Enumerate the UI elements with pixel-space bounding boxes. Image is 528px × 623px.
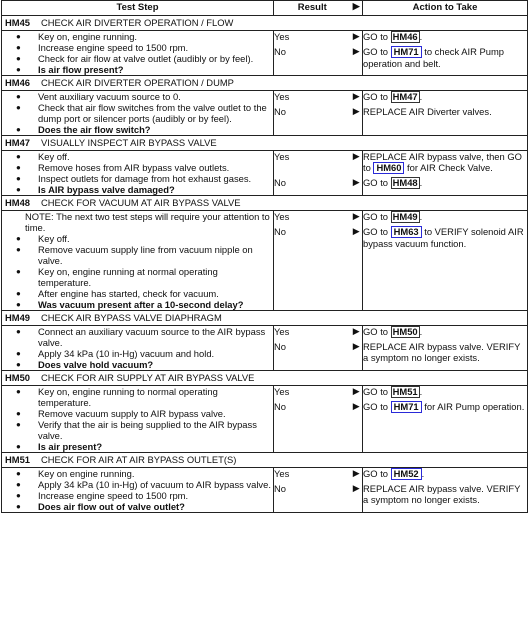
step-id: HM49: [5, 312, 31, 323]
result-yes: Yes: [274, 468, 290, 479]
step-bullet: ● Remove vacuum supply to AIR bypass valve.: [38, 408, 273, 419]
step-question: ● Is AIR bypass valve damaged?: [38, 184, 273, 195]
step-bullet: ● Verify that the air is being supplied to the AIR bypass valve.: [38, 419, 273, 441]
result-no: No: [274, 226, 286, 237]
step-reference-link[interactable]: HM49: [392, 211, 418, 222]
arrow-cell: [351, 386, 363, 453]
arrow-cell: [351, 91, 363, 136]
step-reference-link[interactable]: HM46: [392, 31, 418, 42]
right-triangle-icon: ▶: [352, 483, 360, 493]
action-no: [363, 401, 527, 427]
action-text: .: [419, 177, 423, 188]
result-cell: [274, 91, 351, 136]
step-note: NOTE: The next two test steps will require your attention to time.: [25, 211, 270, 233]
step-bullet: ● Key off.: [38, 233, 273, 244]
troubleshooting-table-page: [1, 0, 527, 623]
result-yes: Yes: [274, 31, 290, 42]
step-reference-link[interactable]: HM52: [391, 468, 422, 480]
action-text: .: [419, 91, 423, 102]
step-question: ● Is air present?: [38, 441, 273, 452]
step-instructions: [2, 31, 274, 76]
step-title: VISUALLY INSPECT AIR BYPASS VALVE: [41, 137, 217, 148]
result-yes: Yes: [274, 151, 290, 162]
step-title: CHECK AIR DIVERTER OPERATION / FLOW: [41, 17, 234, 28]
step-title-row: [2, 16, 528, 31]
result-cell: [274, 326, 351, 371]
right-triangle-icon: ▶: [352, 91, 360, 101]
action-cell: [363, 91, 528, 136]
result-cell: [274, 468, 351, 513]
step-body-row: [2, 211, 528, 311]
action-text: .: [419, 386, 423, 397]
step-title-cell: [2, 16, 528, 31]
action-text: GO to: [363, 91, 391, 102]
step-question: ● Does valve hold vacuum?: [38, 359, 273, 370]
action-yes: [363, 386, 527, 401]
action-cell: [363, 326, 528, 371]
step-title-cell: [2, 371, 528, 386]
action-cell: [363, 151, 528, 196]
action-text: .: [421, 468, 425, 479]
result-cell: [274, 31, 351, 76]
action-no: [363, 341, 527, 367]
step-instructions: [2, 326, 274, 371]
action-text: REPLACE AIR bypass valve, then GO to: [363, 151, 522, 173]
step-bullet-list: [2, 326, 273, 370]
step-reference-link[interactable]: HM47: [392, 91, 418, 102]
step-bullet-list: [2, 233, 273, 310]
arrow-cell: [351, 211, 363, 311]
step-bullet: ● After engine has started, check for vacuum.: [38, 288, 273, 299]
right-triangle-icon: ▶: [352, 211, 360, 221]
step-question: ● Is air flow present?: [38, 64, 273, 75]
action-no: [363, 106, 527, 121]
action-text: REPLACE AIR bypass valve. VERIFY a symptom no longer exists.: [363, 341, 521, 363]
step-bullet: ● Increase engine speed to 1500 rpm.: [38, 42, 273, 53]
action-text: to VERIFY solenoid AIR bypass vacuum function.: [363, 226, 524, 249]
step-id: HM47: [5, 137, 31, 148]
step-bullet: ● Key off.: [38, 151, 273, 162]
result-no: No: [274, 106, 286, 117]
step-body-row: [2, 386, 528, 453]
header-result: Result: [274, 1, 351, 16]
step-body-row: [2, 31, 528, 76]
step-bullet: ● Vent auxiliary vacuum source to 0.: [38, 91, 273, 102]
arrow-cell: [351, 326, 363, 371]
step-bullet: ● Key on, engine running.: [38, 31, 273, 42]
action-no: [363, 483, 527, 509]
result-no: No: [274, 46, 286, 57]
right-triangle-icon: ▶: [352, 341, 360, 351]
step-bullet: ● Remove vacuum supply line from vacuum nipple on valve.: [38, 244, 273, 266]
action-cell: [363, 468, 528, 513]
step-bullet: ● Increase engine speed to 1500 rpm.: [38, 490, 273, 501]
step-bullet-list: [2, 31, 273, 75]
action-text: for AIR Pump operation.: [421, 401, 525, 412]
action-text: GO to: [363, 177, 391, 188]
action-yes: [363, 151, 527, 177]
action-text: .: [419, 31, 423, 42]
step-instructions: [2, 151, 274, 196]
step-id: HM50: [5, 372, 31, 383]
action-text: GO to: [363, 31, 391, 42]
table-header-row: [2, 1, 528, 16]
result-yes: Yes: [274, 211, 290, 222]
step-bullet: ● Apply 34 kPa (10 in-Hg) of vacuum to AIR bypass valve.: [38, 479, 273, 490]
arrow-cell: [351, 468, 363, 513]
step-reference-link[interactable]: HM71: [391, 401, 422, 413]
action-text: GO to: [363, 226, 391, 237]
step-id: HM46: [5, 77, 31, 88]
header-action: Action to Take: [363, 1, 528, 16]
action-no: [363, 226, 527, 252]
action-text: GO to: [363, 326, 391, 337]
result-no: No: [274, 401, 286, 412]
step-id: HM51: [5, 454, 31, 465]
action-yes: [363, 468, 527, 483]
action-no: [363, 177, 527, 192]
step-bullet-list: [2, 386, 273, 452]
right-triangle-icon: ▶: [352, 46, 360, 56]
action-cell: [363, 31, 528, 76]
right-triangle-icon: ▶: [352, 177, 360, 187]
step-title-row: [2, 136, 528, 151]
step-id: HM48: [5, 197, 31, 208]
step-title-row: [2, 371, 528, 386]
step-bullet: ● Key on engine running.: [38, 468, 273, 479]
action-text: REPLACE AIR bypass valve. VERIFY a symptom no longer exists.: [363, 483, 521, 505]
action-text: .: [419, 326, 423, 337]
action-text: to check AIR Pump operation and belt.: [363, 46, 504, 69]
step-title: CHECK FOR VACUUM AT AIR BYPASS VALVE: [41, 197, 241, 208]
step-title: CHECK FOR AIR AT AIR BYPASS OUTLET(S): [41, 454, 237, 465]
result-no: No: [274, 341, 286, 352]
action-no: [363, 46, 527, 72]
step-instructions: [2, 91, 274, 136]
action-text: GO to: [363, 401, 391, 412]
action-cell: [363, 211, 528, 311]
action-text: GO to: [363, 386, 391, 397]
step-bullet: ● Inspect outlets for damage from hot exhaust gases.: [38, 173, 273, 184]
right-triangle-icon: ▶: [351, 1, 363, 16]
step-title-cell: [2, 76, 528, 91]
step-title-row: [2, 311, 528, 326]
step-bullet: ● Key on, engine running at normal operating temperature.: [38, 266, 273, 288]
step-instructions: [2, 468, 274, 513]
action-text: GO to: [363, 468, 391, 479]
result-yes: Yes: [274, 326, 290, 337]
step-reference-link[interactable]: HM63: [391, 226, 422, 238]
action-yes: [363, 326, 527, 341]
right-triangle-icon: ▶: [352, 401, 360, 411]
arrow-cell: [351, 151, 363, 196]
step-bullet: ● Check that air flow switches from the valve outlet to the dump port or silencer ports (audibly or by feel).: [38, 102, 273, 124]
action-yes: [363, 91, 527, 106]
action-yes: [363, 31, 527, 46]
step-bullet: ● Apply 34 kPa (10 in-Hg) vacuum and hold.: [38, 348, 273, 359]
step-reference-link[interactable]: HM50: [392, 326, 418, 337]
table-body: [2, 16, 528, 513]
step-body-row: [2, 326, 528, 371]
step-title-row: [2, 453, 528, 468]
header-test-step: Test Step: [2, 1, 274, 16]
step-title-cell: [2, 453, 528, 468]
step-title: CHECK AIR BYPASS VALVE DIAPHRAGM: [41, 312, 222, 323]
result-yes: Yes: [274, 91, 290, 102]
step-title-cell: [2, 196, 528, 211]
step-bullet: ● Remove hoses from AIR bypass valve outlets.: [38, 162, 273, 173]
result-cell: [274, 386, 351, 453]
right-triangle-icon: ▶: [352, 151, 360, 161]
right-triangle-icon: ▶: [352, 326, 360, 336]
step-question: ● Was vacuum present after a 10-second delay?: [38, 299, 273, 310]
arrow-cell: [351, 31, 363, 76]
step-reference-link[interactable]: HM51: [392, 386, 418, 397]
step-bullet: ● Check for air flow at valve outlet (audibly or by feel).: [38, 53, 273, 64]
test-step-table: [1, 0, 528, 513]
step-body-row: [2, 91, 528, 136]
right-triangle-icon: ▶: [352, 106, 360, 116]
right-triangle-icon: ▶: [352, 226, 360, 236]
action-text: GO to: [363, 46, 391, 57]
result-yes: Yes: [274, 386, 290, 397]
result-no: No: [274, 483, 286, 494]
step-title: CHECK AIR DIVERTER OPERATION / DUMP: [41, 77, 234, 88]
step-instructions: [2, 386, 274, 453]
step-reference-link[interactable]: HM48: [392, 177, 418, 188]
step-id: HM45: [5, 17, 31, 28]
step-bullet-list: [2, 468, 273, 512]
action-text: GO to: [363, 211, 391, 222]
step-reference-link[interactable]: HM60: [373, 162, 404, 174]
step-title-cell: [2, 311, 528, 326]
step-bullet-list: [2, 151, 273, 195]
right-triangle-icon: ▶: [352, 386, 360, 396]
right-triangle-icon: ▶: [352, 468, 360, 478]
result-no: No: [274, 177, 286, 188]
step-bullet: ● Key on, engine running to normal operating temperature.: [38, 386, 273, 408]
step-question: ● Does the air flow switch?: [38, 124, 273, 135]
step-reference-link[interactable]: HM71: [391, 46, 422, 58]
step-title-cell: [2, 136, 528, 151]
step-title-row: [2, 196, 528, 211]
step-bullet-list: [2, 91, 273, 135]
step-bullet: ● Connect an auxiliary vacuum source to the AIR bypass valve.: [38, 326, 273, 348]
action-text: for AIR Check Valve.: [404, 162, 493, 173]
action-text: .: [419, 211, 423, 222]
step-title: CHECK FOR AIR SUPPLY AT AIR BYPASS VALVE: [41, 372, 255, 383]
step-body-row: [2, 151, 528, 196]
result-cell: [274, 151, 351, 196]
step-title-row: [2, 76, 528, 91]
action-cell: [363, 386, 528, 453]
right-triangle-icon: ▶: [352, 31, 360, 41]
step-body-row: [2, 468, 528, 513]
step-question: ● Does air flow out of valve outlet?: [38, 501, 273, 512]
action-yes: [363, 211, 527, 226]
step-instructions: [2, 211, 274, 311]
result-cell: [274, 211, 351, 311]
action-text: REPLACE AIR Diverter valves.: [363, 106, 492, 117]
